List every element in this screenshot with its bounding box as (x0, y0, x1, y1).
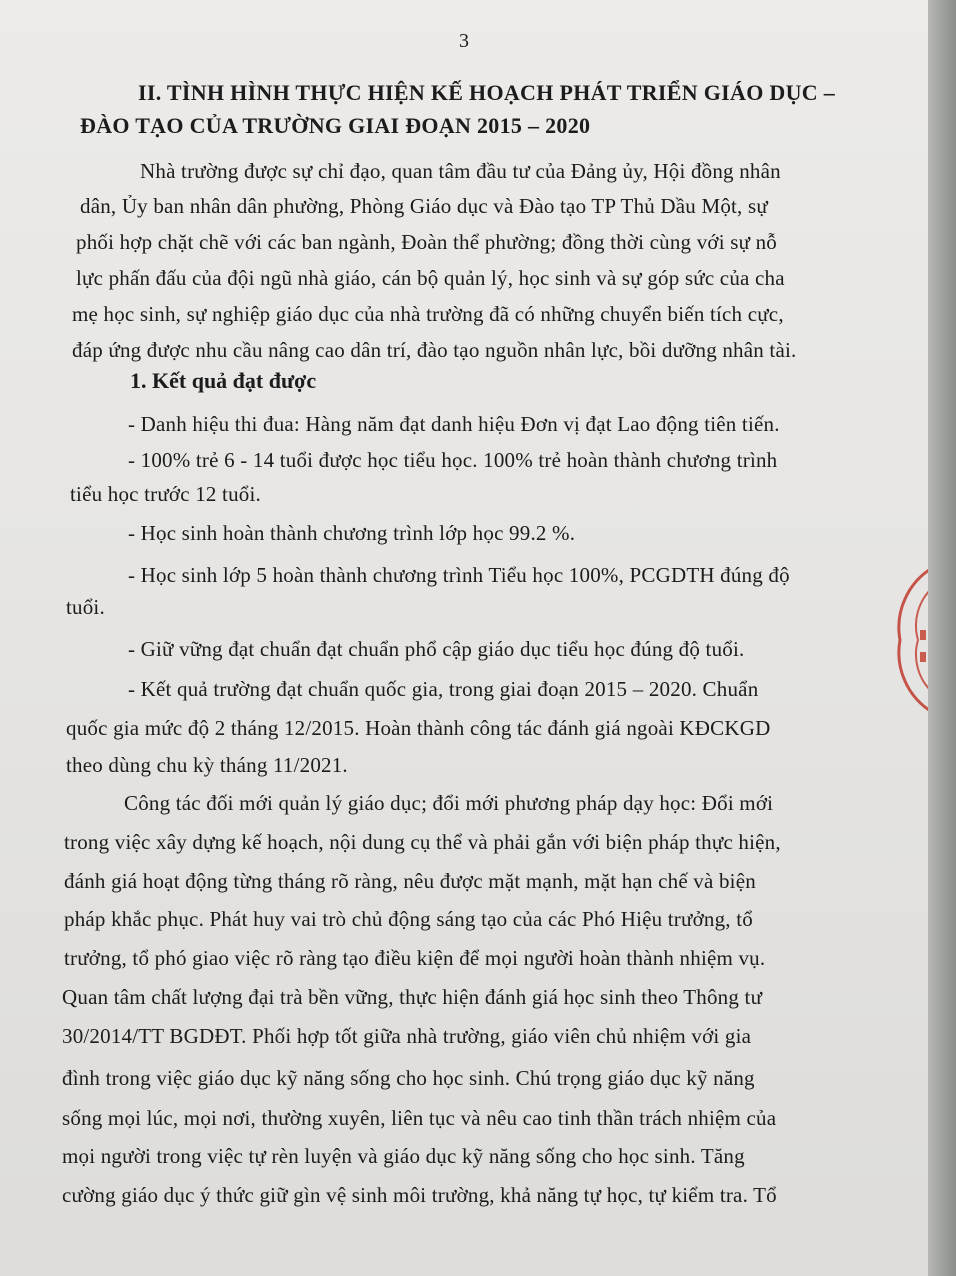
paragraph-line: 30/2014/TT BGDĐT. Phối hợp tốt giữa nhà trường, giáo viên chủ nhiệm với gia (62, 1024, 752, 1048)
paragraph-line: sống mọi lúc, mọi nơi, thường xuyên, liên tục và nêu cao tinh thần trách nhiệm của (62, 1106, 777, 1130)
paragraph-line: lực phấn đấu của đội ngũ nhà giáo, cán bộ quản lý, học sinh và sự góp sức của cha (76, 266, 785, 290)
result-item-continuation: theo dùng chu kỳ tháng 11/2021. (66, 753, 348, 777)
paragraph-line: đáp ứng được nhu cầu nâng cao dân trí, đào tạo nguồn nhân lực, bồi dưỡng nhân tài. (72, 338, 797, 362)
paragraph-line: đình trong việc giáo dục kỹ năng sống cho học sinh. Chú trọng giáo dục kỹ năng (62, 1066, 755, 1090)
paragraph-line: trưởng, tổ phó giao việc rõ ràng tạo điều kiện để mọi người hoàn thành nhiệm vụ. (64, 946, 766, 970)
paragraph-line: mẹ học sinh, sự nghiệp giáo dục của nhà trường đã có những chuyển biến tích cực, (72, 302, 784, 326)
result-item: - Giữ vững đạt chuẩn đạt chuẩn phổ cập giáo dục tiểu học đúng độ tuổi. (128, 637, 745, 661)
section-1-title: 1. Kết quả đạt được (130, 368, 317, 393)
result-item: - Danh hiệu thi đua: Hàng năm đạt danh hiệu Đơn vị đạt Lao động tiên tiến. (128, 412, 780, 436)
result-item-continuation: quốc gia mức độ 2 tháng 12/2015. Hoàn thành công tác đánh giá ngoài KĐCKGD (66, 716, 771, 740)
result-item: - 100% trẻ 6 - 14 tuổi được học tiểu học. 100% trẻ hoàn thành chương trình (128, 448, 778, 472)
paragraph-line: pháp khắc phục. Phát huy vai trò chủ động sáng tạo của các Phó Hiệu trưởng, tổ (64, 907, 753, 931)
red-stamp-icon (896, 560, 928, 720)
result-item: - Học sinh lớp 5 hoàn thành chương trình Tiểu học 100%, PCGDTH đúng độ (128, 563, 790, 587)
page-edge-shadow (928, 0, 956, 1276)
result-item-continuation: tuổi. (66, 595, 105, 619)
section-heading-line-2: ĐÀO TẠO CỦA TRƯỜNG GIAI ĐOẠN 2015 – 2020 (80, 113, 591, 138)
result-item: - Học sinh hoàn thành chương trình lớp học 99.2 %. (128, 521, 576, 545)
result-item-continuation: tiểu học trước 12 tuổi. (70, 482, 261, 506)
paragraph-line: trong việc xây dựng kế hoạch, nội dung cụ thể và phải gắn với biện pháp thực hiện, (64, 830, 781, 854)
result-item: - Kết quả trường đạt chuẩn quốc gia, trong giai đoạn 2015 – 2020. Chuẩn (128, 677, 759, 701)
paragraph-line: đánh giá hoạt động từng tháng rõ ràng, nêu được mặt mạnh, mặt hạn chế và biện (64, 869, 756, 893)
paragraph-line: Quan tâm chất lượng đại trà bền vững, thực hiện đánh giá học sinh theo Thông tư (62, 985, 763, 1009)
paragraph-line: cường giáo dục ý thức giữ gìn vệ sinh môi trường, khả năng tự học, tự kiểm tra. Tổ (62, 1183, 777, 1207)
paragraph-line: Nhà trường được sự chỉ đạo, quan tâm đầu tư của Đảng ủy, Hội đồng nhân (140, 159, 781, 183)
paragraph-line: dân, Ủy ban nhân dân phường, Phòng Giáo dục và Đào tạo TP Thủ Dầu Một, sự (80, 194, 768, 218)
paragraph-line: Công tác đối mới quản lý giáo dục; đổi mới phương pháp dạy học: Đổi mới (124, 791, 774, 815)
page-number: 3 (459, 30, 469, 52)
paragraph-line: mọi người trong việc tự rèn luyện và giáo dục kỹ năng sống cho học sinh. Tăng (62, 1144, 745, 1168)
section-heading-line-1: II. TÌNH HÌNH THỰC HIỆN KẾ HOẠCH PHÁT TRIỂN GIÁO DỤC – (138, 80, 836, 105)
paragraph-line: phối hợp chặt chẽ với các ban ngành, Đoàn thể phường; đồng thời cùng với sự nỗ (76, 230, 778, 254)
